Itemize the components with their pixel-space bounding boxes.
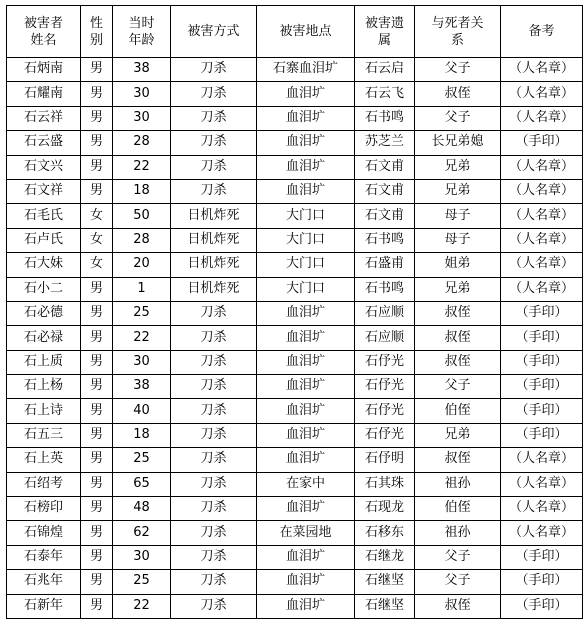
cell-killing-method: 刀杀 bbox=[171, 545, 257, 569]
table-row bbox=[7, 423, 583, 447]
cell-surviving-relative: 石伃光 bbox=[355, 423, 415, 447]
cell-surviving-relative: 石伃光 bbox=[355, 350, 415, 374]
cell-relationship: 父子 bbox=[415, 58, 501, 82]
cell-sex: 男 bbox=[81, 82, 113, 106]
cell-relationship: 叔侄 bbox=[415, 326, 501, 350]
cell-relationship: 祖孙 bbox=[415, 472, 501, 496]
cell-remarks: （人名章） bbox=[501, 106, 583, 130]
cell-sex: 男 bbox=[81, 448, 113, 472]
cell-killing-location: 血泪圹 bbox=[257, 570, 355, 594]
table-row bbox=[7, 253, 583, 277]
cell-relationship: 伯侄 bbox=[415, 497, 501, 521]
cell-sex: 男 bbox=[81, 521, 113, 545]
cell-age: 65 bbox=[113, 472, 171, 496]
victims-table-container bbox=[6, 5, 583, 619]
header-victim-name-label: 被害者 姓名 bbox=[23, 15, 63, 48]
cell-killing-location: 大门口 bbox=[257, 204, 355, 228]
cell-victim-name: 石毛氏 bbox=[7, 204, 81, 228]
header-remarks-label: 备考 bbox=[528, 24, 555, 39]
cell-relationship: 叔侄 bbox=[415, 301, 501, 325]
cell-age: 62 bbox=[113, 521, 171, 545]
cell-surviving-relative: 石伃明 bbox=[355, 448, 415, 472]
cell-victim-name: 石大妹 bbox=[7, 253, 81, 277]
cell-age: 28 bbox=[113, 228, 171, 252]
cell-age: 48 bbox=[113, 497, 171, 521]
cell-victim-name: 石榜印 bbox=[7, 497, 81, 521]
header-killing-method-label: 被害方式 bbox=[187, 24, 240, 39]
cell-remarks: （手印） bbox=[501, 301, 583, 325]
cell-remarks: （人名章） bbox=[501, 204, 583, 228]
cell-age: 30 bbox=[113, 82, 171, 106]
cell-killing-method: 刀杀 bbox=[171, 106, 257, 130]
cell-age: 30 bbox=[113, 106, 171, 130]
cell-killing-method: 刀杀 bbox=[171, 521, 257, 545]
cell-victim-name: 石卢氏 bbox=[7, 228, 81, 252]
table-row bbox=[7, 375, 583, 399]
cell-sex: 男 bbox=[81, 179, 113, 203]
cell-sex: 男 bbox=[81, 545, 113, 569]
table-row bbox=[7, 131, 583, 155]
cell-killing-method: 日机炸死 bbox=[171, 253, 257, 277]
cell-victim-name: 石耀南 bbox=[7, 82, 81, 106]
cell-killing-location: 血泪圹 bbox=[257, 423, 355, 447]
cell-remarks: （人名章） bbox=[501, 58, 583, 82]
cell-killing-method: 刀杀 bbox=[171, 448, 257, 472]
cell-relationship: 父子 bbox=[415, 545, 501, 569]
cell-relationship: 叔侄 bbox=[415, 350, 501, 374]
cell-relationship: 叔侄 bbox=[415, 448, 501, 472]
table-row bbox=[7, 106, 583, 130]
cell-remarks: （人名章） bbox=[501, 277, 583, 301]
cell-victim-name: 石泰年 bbox=[7, 545, 81, 569]
cell-victim-name: 石上诗 bbox=[7, 399, 81, 423]
cell-relationship: 兄弟 bbox=[415, 277, 501, 301]
cell-age: 38 bbox=[113, 375, 171, 399]
cell-killing-location: 血泪圹 bbox=[257, 301, 355, 325]
cell-killing-method: 刀杀 bbox=[171, 399, 257, 423]
cell-age: 22 bbox=[113, 594, 171, 618]
header-sex-label: 性 别 bbox=[89, 15, 103, 48]
cell-victim-name: 石绍考 bbox=[7, 472, 81, 496]
cell-killing-method: 日机炸死 bbox=[171, 277, 257, 301]
cell-killing-location: 大门口 bbox=[257, 228, 355, 252]
cell-surviving-relative: 石书鸣 bbox=[355, 228, 415, 252]
cell-sex: 男 bbox=[81, 570, 113, 594]
cell-victim-name: 石文祥 bbox=[7, 179, 81, 203]
cell-killing-location: 血泪圹 bbox=[257, 448, 355, 472]
cell-surviving-relative: 石盛甫 bbox=[355, 253, 415, 277]
cell-remarks: （人名章） bbox=[501, 155, 583, 179]
table-row bbox=[7, 204, 583, 228]
cell-victim-name: 石上英 bbox=[7, 448, 81, 472]
cell-age: 38 bbox=[113, 58, 171, 82]
cell-relationship: 父子 bbox=[415, 106, 501, 130]
cell-age: 18 bbox=[113, 179, 171, 203]
cell-surviving-relative: 石应顺 bbox=[355, 301, 415, 325]
cell-killing-location: 石寨血泪圹 bbox=[257, 58, 355, 82]
cell-surviving-relative: 石继坚 bbox=[355, 570, 415, 594]
cell-relationship: 祖孙 bbox=[415, 521, 501, 545]
cell-surviving-relative: 石移东 bbox=[355, 521, 415, 545]
cell-remarks: （人名章） bbox=[501, 448, 583, 472]
cell-surviving-relative: 石伃光 bbox=[355, 399, 415, 423]
cell-victim-name: 石兆年 bbox=[7, 570, 81, 594]
cell-remarks: （人名章） bbox=[501, 179, 583, 203]
cell-surviving-relative: 石书鸣 bbox=[355, 106, 415, 130]
cell-sex: 男 bbox=[81, 106, 113, 130]
cell-victim-name: 石五三 bbox=[7, 423, 81, 447]
cell-killing-method: 刀杀 bbox=[171, 155, 257, 179]
cell-surviving-relative: 石现龙 bbox=[355, 497, 415, 521]
cell-sex: 男 bbox=[81, 399, 113, 423]
cell-victim-name: 石云祥 bbox=[7, 106, 81, 130]
header-relationship-label: 与死者关 系 bbox=[431, 15, 484, 48]
table-row bbox=[7, 301, 583, 325]
cell-killing-location: 血泪圹 bbox=[257, 375, 355, 399]
cell-surviving-relative: 石云飞 bbox=[355, 82, 415, 106]
cell-relationship: 父子 bbox=[415, 570, 501, 594]
cell-sex: 女 bbox=[81, 204, 113, 228]
header-killing-method bbox=[171, 6, 257, 58]
header-surviving-relative-label: 被害遗 属 bbox=[364, 15, 404, 48]
cell-killing-location: 大门口 bbox=[257, 277, 355, 301]
cell-relationship: 父子 bbox=[415, 375, 501, 399]
cell-killing-method: 刀杀 bbox=[171, 301, 257, 325]
table-row bbox=[7, 82, 583, 106]
table-row bbox=[7, 155, 583, 179]
table-row bbox=[7, 472, 583, 496]
cell-sex: 男 bbox=[81, 326, 113, 350]
cell-sex: 男 bbox=[81, 155, 113, 179]
cell-killing-method: 刀杀 bbox=[171, 326, 257, 350]
cell-surviving-relative: 石文甫 bbox=[355, 179, 415, 203]
cell-killing-method: 刀杀 bbox=[171, 179, 257, 203]
cell-sex: 男 bbox=[81, 497, 113, 521]
cell-relationship: 姐弟 bbox=[415, 253, 501, 277]
table-row bbox=[7, 326, 583, 350]
cell-sex: 男 bbox=[81, 131, 113, 155]
cell-surviving-relative: 石其珠 bbox=[355, 472, 415, 496]
table-body bbox=[7, 58, 583, 619]
cell-age: 25 bbox=[113, 301, 171, 325]
cell-killing-method: 刀杀 bbox=[171, 131, 257, 155]
cell-sex: 女 bbox=[81, 228, 113, 252]
header-victim-name bbox=[7, 6, 81, 58]
cell-remarks: （手印） bbox=[501, 594, 583, 618]
cell-victim-name: 石小二 bbox=[7, 277, 81, 301]
table-row bbox=[7, 228, 583, 252]
cell-relationship: 兄弟 bbox=[415, 423, 501, 447]
header-remarks bbox=[501, 6, 583, 58]
cell-killing-method: 刀杀 bbox=[171, 423, 257, 447]
cell-sex: 男 bbox=[81, 423, 113, 447]
cell-age: 25 bbox=[113, 570, 171, 594]
cell-killing-method: 刀杀 bbox=[171, 375, 257, 399]
cell-killing-method: 刀杀 bbox=[171, 82, 257, 106]
cell-relationship: 长兄弟媳 bbox=[415, 131, 501, 155]
header-age-label: 当时 年龄 bbox=[128, 15, 155, 48]
cell-age: 22 bbox=[113, 155, 171, 179]
header-row bbox=[7, 6, 583, 58]
cell-relationship: 叔侄 bbox=[415, 82, 501, 106]
cell-relationship: 母子 bbox=[415, 228, 501, 252]
cell-relationship: 母子 bbox=[415, 204, 501, 228]
cell-victim-name: 石锦煌 bbox=[7, 521, 81, 545]
table-row bbox=[7, 179, 583, 203]
cell-sex: 男 bbox=[81, 375, 113, 399]
cell-killing-location: 血泪圹 bbox=[257, 82, 355, 106]
cell-killing-method: 刀杀 bbox=[171, 58, 257, 82]
cell-killing-location: 大门口 bbox=[257, 253, 355, 277]
cell-remarks: （人名章） bbox=[501, 472, 583, 496]
table-row bbox=[7, 277, 583, 301]
cell-age: 30 bbox=[113, 350, 171, 374]
cell-age: 28 bbox=[113, 131, 171, 155]
cell-victim-name: 石上杨 bbox=[7, 375, 81, 399]
cell-killing-location: 血泪圹 bbox=[257, 131, 355, 155]
cell-remarks: （人名章） bbox=[501, 497, 583, 521]
table-header bbox=[7, 6, 583, 58]
cell-killing-method: 刀杀 bbox=[171, 594, 257, 618]
cell-victim-name: 石云盛 bbox=[7, 131, 81, 155]
cell-relationship: 兄弟 bbox=[415, 155, 501, 179]
cell-remarks: （人名章） bbox=[501, 253, 583, 277]
table-row bbox=[7, 570, 583, 594]
cell-surviving-relative: 石伃光 bbox=[355, 375, 415, 399]
cell-killing-method: 刀杀 bbox=[171, 472, 257, 496]
cell-victim-name: 石文兴 bbox=[7, 155, 81, 179]
cell-killing-method: 日机炸死 bbox=[171, 204, 257, 228]
cell-remarks: （人名章） bbox=[501, 82, 583, 106]
header-killing-location-label: 被害地点 bbox=[279, 24, 332, 39]
cell-killing-location: 血泪圹 bbox=[257, 399, 355, 423]
cell-age: 50 bbox=[113, 204, 171, 228]
cell-killing-method: 刀杀 bbox=[171, 350, 257, 374]
cell-victim-name: 石炳南 bbox=[7, 58, 81, 82]
cell-age: 18 bbox=[113, 423, 171, 447]
table-row bbox=[7, 350, 583, 374]
cell-surviving-relative: 石云启 bbox=[355, 58, 415, 82]
table-row bbox=[7, 497, 583, 521]
table-row bbox=[7, 594, 583, 618]
victims-table bbox=[6, 5, 583, 619]
cell-killing-method: 刀杀 bbox=[171, 570, 257, 594]
cell-killing-method: 刀杀 bbox=[171, 497, 257, 521]
cell-relationship: 叔侄 bbox=[415, 594, 501, 618]
header-killing-location bbox=[257, 6, 355, 58]
cell-sex: 男 bbox=[81, 594, 113, 618]
cell-remarks: （手印） bbox=[501, 375, 583, 399]
cell-killing-location: 血泪圹 bbox=[257, 594, 355, 618]
header-sex bbox=[81, 6, 113, 58]
cell-relationship: 兄弟 bbox=[415, 179, 501, 203]
cell-remarks: （手印） bbox=[501, 399, 583, 423]
cell-remarks: （人名章） bbox=[501, 228, 583, 252]
cell-killing-location: 血泪圹 bbox=[257, 545, 355, 569]
cell-sex: 男 bbox=[81, 301, 113, 325]
cell-sex: 男 bbox=[81, 350, 113, 374]
cell-killing-location: 在家中 bbox=[257, 472, 355, 496]
cell-relationship: 伯侄 bbox=[415, 399, 501, 423]
cell-killing-location: 血泪圹 bbox=[257, 106, 355, 130]
cell-surviving-relative: 石书鸣 bbox=[355, 277, 415, 301]
cell-remarks: （手印） bbox=[501, 326, 583, 350]
cell-age: 20 bbox=[113, 253, 171, 277]
cell-surviving-relative: 苏芝兰 bbox=[355, 131, 415, 155]
cell-age: 30 bbox=[113, 545, 171, 569]
cell-surviving-relative: 石应顺 bbox=[355, 326, 415, 350]
cell-sex: 女 bbox=[81, 253, 113, 277]
cell-sex: 男 bbox=[81, 58, 113, 82]
cell-sex: 男 bbox=[81, 277, 113, 301]
cell-age: 40 bbox=[113, 399, 171, 423]
cell-age: 22 bbox=[113, 326, 171, 350]
cell-remarks: （手印） bbox=[501, 131, 583, 155]
cell-killing-location: 血泪圹 bbox=[257, 326, 355, 350]
cell-killing-location: 血泪圹 bbox=[257, 497, 355, 521]
cell-surviving-relative: 石文甫 bbox=[355, 155, 415, 179]
cell-killing-location: 血泪圹 bbox=[257, 155, 355, 179]
cell-killing-method: 日机炸死 bbox=[171, 228, 257, 252]
cell-killing-location: 在菜园地 bbox=[257, 521, 355, 545]
cell-victim-name: 石必德 bbox=[7, 301, 81, 325]
cell-killing-location: 血泪圹 bbox=[257, 179, 355, 203]
cell-remarks: （人名章） bbox=[501, 521, 583, 545]
header-relationship bbox=[415, 6, 501, 58]
cell-remarks: （手印） bbox=[501, 350, 583, 374]
cell-victim-name: 石新年 bbox=[7, 594, 81, 618]
cell-surviving-relative: 石继龙 bbox=[355, 545, 415, 569]
header-age bbox=[113, 6, 171, 58]
table-row bbox=[7, 521, 583, 545]
table-row bbox=[7, 448, 583, 472]
cell-surviving-relative: 石文甫 bbox=[355, 204, 415, 228]
cell-age: 1 bbox=[113, 277, 171, 301]
cell-killing-location: 血泪圹 bbox=[257, 350, 355, 374]
cell-remarks: （手印） bbox=[501, 545, 583, 569]
header-surviving-relative bbox=[355, 6, 415, 58]
cell-remarks: （手印） bbox=[501, 570, 583, 594]
cell-age: 25 bbox=[113, 448, 171, 472]
cell-surviving-relative: 石继坚 bbox=[355, 594, 415, 618]
table-row bbox=[7, 399, 583, 423]
table-row bbox=[7, 58, 583, 82]
table-row bbox=[7, 545, 583, 569]
cell-sex: 男 bbox=[81, 472, 113, 496]
cell-victim-name: 石上质 bbox=[7, 350, 81, 374]
cell-remarks: （手印） bbox=[501, 423, 583, 447]
cell-victim-name: 石必禄 bbox=[7, 326, 81, 350]
